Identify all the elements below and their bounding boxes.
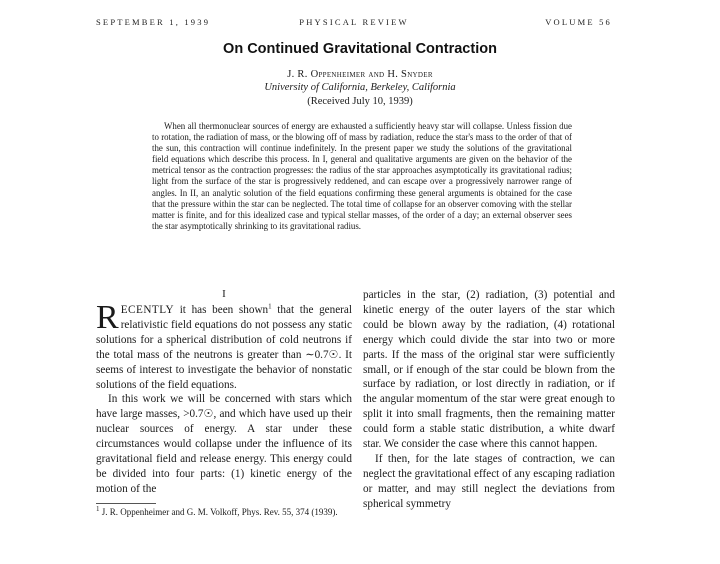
body-paragraph: In this work we will be concerned with stars which have large masses, >0.7☉, and which have used up their nuclear sources of energy. A star under these circumstances would collapse under the influence of its gravitational field and release energy. This energy could be divided into four parts: (1) kinetic energy of the motion of the	[96, 393, 352, 495]
paper-title: On Continued Gravitational Contraction	[223, 41, 497, 57]
body-paragraph: particles in the star, (2) radiation, (3) potential and kinetic energy of the outer layers of the star which could be blown away by the radiation, (4) rotational energy which could divide the star into two or more parts. If the mass of the original star were sufficiently small, or if enough of the star could be blown from the surface by radiation, or lost directly in radiation, or if the angular momentum of the star were great enough to split it into small fragments, then the remaining matter could form a stable static distribution, a white dwarf star. We consider the case where this cannot happen.	[363, 289, 615, 451]
footnote-text: J. R. Oppenheimer and G. M. Volkoff, Phys. Rev. 55, 374 (1939).	[99, 507, 338, 517]
footnote	[96, 507, 352, 518]
intro-paragraph	[96, 299, 352, 392]
paper-authors: J. R. Oppenheimer and H. Snyder	[287, 69, 433, 80]
intro-text-b: that the general relativistic field equations do not possess any static solutions for a spherical distribution of cold neutrons if the total mass of the neutrons is greater than ∼0.7☉. It seems of interest to investigate the behavior of nonstatic solutions of the field equations.	[96, 304, 352, 391]
abstract: When all thermonuclear sources of energy are exhausted a sufficiently heavy star will collapse. Unless fission due to rotation, the radiation of mass, or the blowing off of mass by radiation, reduce the star's mass to the order of that of the sun, this contraction will continue indefinitely. In the present paper we study the solutions of the gravitational field equations which describe this process. In I, general and qualitative arguments are given on the behavior of the metrical tensor as the contraction progresses: the radius of the star approaches asymptotically its gravitational radius; light from the surface of the star is progressively reddened, and can escape over a progressively narrower range of angles. In II, an analytic solution of the field equations confirming these general arguments is obtained for the case that the pressure within the star can be neglected. The total time of collapse for an observer comoving with the stellar matter is finite, and for this idealized case and typical stellar masses, of the order of a day; an external observer sees the star asymptotically shrinking to its gravitational radius.	[152, 121, 572, 231]
footnote-marker: 1	[96, 505, 100, 513]
running-head-volume: VOLUME 56	[545, 17, 612, 27]
received-date: (Received July 10, 1939)	[307, 96, 413, 107]
section-heading: I	[222, 288, 226, 300]
running-head-journal: PHYSICAL REVIEW	[299, 17, 409, 27]
paper-affiliation: University of California, Berkeley, California	[264, 82, 456, 93]
intro-text-a: it has been shown	[174, 304, 269, 316]
left-column	[96, 299, 352, 497]
lead-word: ECENTLY	[120, 304, 175, 316]
drop-cap: R	[96, 299, 119, 336]
body-paragraph: If then, for the late stages of contraction, we can neglect the gravitational effect of any escaping radiation or matter, and may still neglect the deviations from spherical symmetry	[363, 452, 615, 510]
footnote-divider	[96, 503, 156, 504]
running-head-date: SEPTEMBER 1, 1939	[96, 17, 211, 27]
right-column	[363, 288, 615, 512]
footnote-ref: 1	[268, 302, 272, 311]
